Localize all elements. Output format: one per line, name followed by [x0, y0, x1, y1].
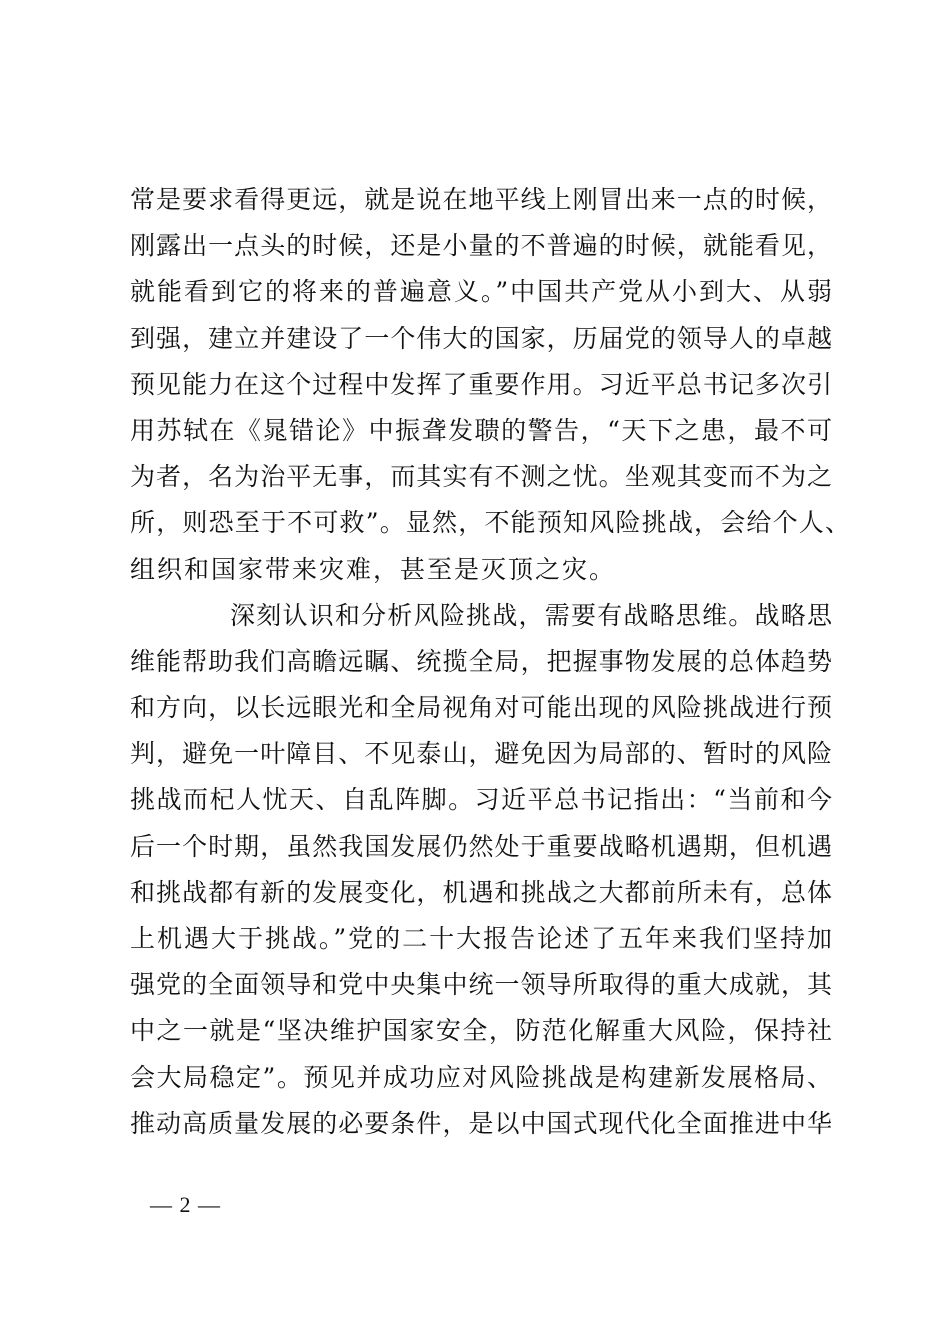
text-line: 挑战而杞人忧天、自乱阵脚。习近平总书记指出：“当前和今 [130, 785, 832, 815]
text-line: 维能帮助我们高瞻远瞩、统揽全局，把握事物发展的总体趋势 [130, 646, 832, 676]
text-line: 为者，名为治平无事，而其实有不测之忧。坐观其变而不为之 [130, 462, 832, 492]
text-line: 和挑战都有新的发展变化，机遇和挑战之大都前所未有，总体 [130, 877, 832, 907]
text-line: 组织和国家带来灾难，甚至是灭顶之灾。 [130, 554, 617, 584]
page-number: — 2 — [150, 1192, 221, 1217]
paragraph-start-line: 深刻认识和分析风险挑战，需要有战略思维。战略思 [230, 600, 832, 630]
text-line: 到强，建立并建设了一个伟大的国家，历届党的领导人的卓越 [130, 323, 832, 353]
text-line: 和方向，以长远眼光和全局视角对可能出现的风险挑战进行预 [130, 693, 832, 723]
text-line: 会大局稳定”。预见并成功应对风险挑战是构建新发展格局、 [130, 1062, 832, 1092]
text-line: 判，避免一叶障目、不见泰山，避免因为局部的、暂时的风险 [130, 739, 832, 769]
document-body [130, 177, 850, 1147]
text-line: 所，则恐至于不可救”。显然，不能预知风险挑战，会给个人、 [130, 508, 850, 538]
text-line: 推动高质量发展的必要条件，是以中国式现代化全面推进中华 [130, 1108, 832, 1138]
text-line: 就能看到它的将来的普遍意义。”中国共产党从小到大、从弱 [130, 277, 832, 307]
text-line: 常是要求看得更远，就是说在地平线上刚冒出来一点的时候， [130, 185, 832, 214]
text-line: 预见能力在这个过程中发挥了重要作用。习近平总书记多次引 [130, 369, 832, 399]
text-line: 中之一就是“坚决维护国家安全，防范化解重大风险，保持社 [130, 1016, 832, 1046]
text-line: 刚露出一点头的时候，还是小量的不普遍的时候，就能看见， [130, 231, 832, 261]
text-line: 用苏轼在《晁错论》中振聋发聩的警告，“天下之患，最不可 [130, 415, 832, 445]
text-line: 上机遇大于挑战。”党的二十大报告论述了五年来我们坚持加 [130, 924, 832, 953]
text-line: 后一个时期，虽然我国发展仍然处于重要战略机遇期，但机遇 [130, 831, 832, 861]
text-line: 强党的全面领导和党中央集中统一领导所取得的重大成就，其 [130, 970, 832, 1000]
